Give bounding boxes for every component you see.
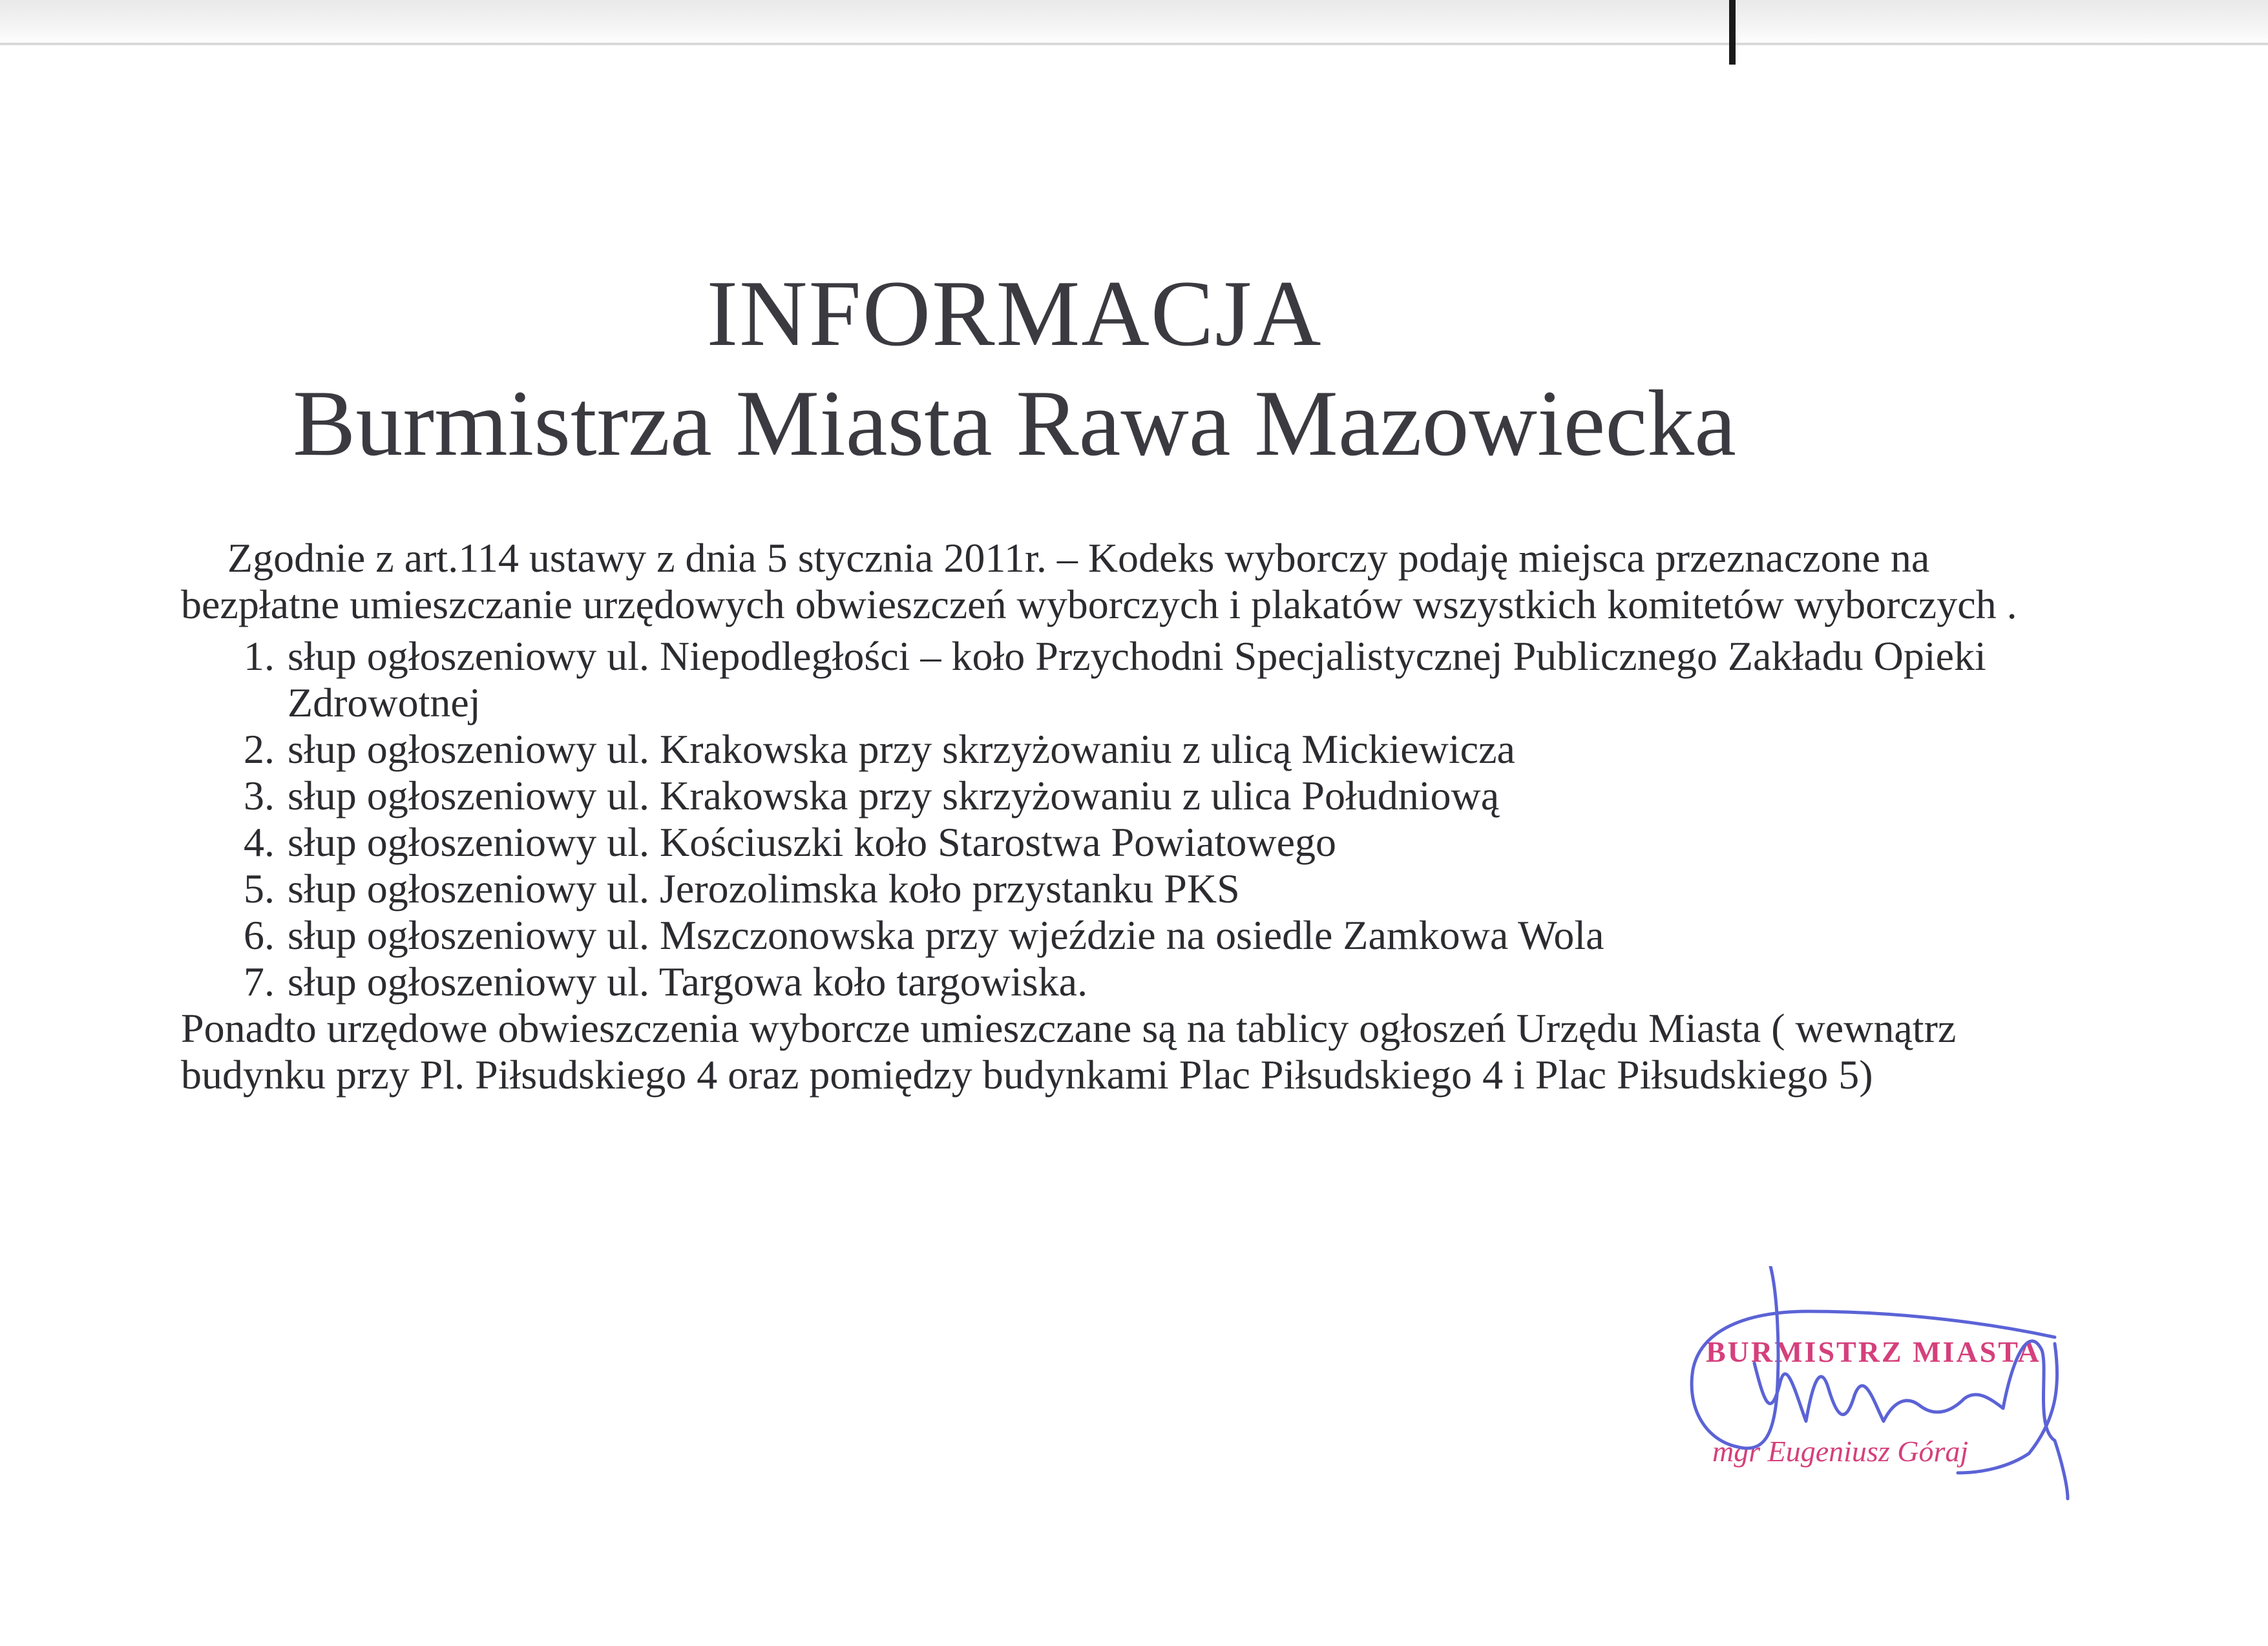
list-item: [181, 633, 2068, 726]
list-item-number: 6.: [244, 912, 275, 958]
document-body: [181, 535, 2068, 1098]
list-item: [181, 959, 2068, 1005]
list-item-number: 4.: [244, 819, 275, 865]
scan-edge: [0, 0, 2268, 47]
document-subtitle: Burmistrza Miasta Rawa Mazowiecka: [293, 371, 1736, 475]
stamp-title: BURMISTRZ MIASTA: [1706, 1335, 2041, 1368]
document-header: [0, 258, 2268, 478]
list-item-text: słup ogłoszeniowy ul. Mszczonowska przy wjeździe na osiedle Zamkowa Wola: [288, 912, 1604, 958]
document-title: INFORMACJA: [706, 261, 1323, 366]
list-item: [181, 866, 2068, 912]
list-item-number: 5.: [244, 866, 275, 912]
list-item-number: 1.: [244, 633, 275, 679]
list-item-text: słup ogłoszeniowy ul. Krakowska przy skrzyżowaniu z ulica Południową: [288, 773, 1500, 818]
list-item: [181, 773, 2068, 819]
list-item-text: słup ogłoszeniowy ul. Targowa koło targowiska.: [288, 959, 1088, 1005]
stamp-name: mgr Eugeniusz Góraj: [1712, 1435, 1969, 1468]
list-item-text: słup ogłoszeniowy ul. Kościuszki koło Starostwa Powiatowego: [288, 819, 1336, 865]
footer-paragraph: Ponadto urzędowe obwieszczenia wyborcze umieszczane są na tablicy ogłoszeń Urzędu Miasta ( wewnątrz budynku przy Pl. Piłsudskiego 4 oraz pomiędzy budynkami Plac Piłsudskiego 4 i Plac Piłsudskiego 5): [181, 1005, 1957, 1098]
list-item-text: słup ogłoszeniowy ul. Jerozolimska koło przystanku PKS: [288, 866, 1240, 912]
list-item: [181, 819, 2068, 866]
stamp-and-signature: [1641, 1266, 2106, 1512]
list-item: [181, 912, 2068, 959]
list-item-number: 7.: [244, 959, 275, 1005]
scan-edge-line: [0, 43, 2268, 45]
list-item-text: słup ogłoszeniowy ul. Krakowska przy skrzyżowaniu z ulicą Mickiewicza: [288, 726, 1515, 772]
list-item-number: 3.: [244, 773, 275, 818]
signature-scribble: [1641, 1266, 2106, 1512]
binder-mark: [1729, 0, 1736, 65]
list-item-text: słup ogłoszeniowy ul. Niepodległości – koło Przychodni Specjalistycznej Publicznego Zakładu Opieki Zdrowotnej: [288, 633, 1986, 725]
list-item-number: 2.: [244, 726, 275, 772]
locations-list: [181, 633, 2068, 1005]
intro-paragraph: Zgodnie z art.114 ustawy z dnia 5 stycznia 2011r. – Kodeks wyborczy podaję miejsca przeznaczone na bezpłatne umieszczanie urzędowych obwieszczeń wyborczych i plakatów wszystkich komitetów wyborczych .: [181, 535, 2017, 627]
list-item: [181, 726, 2068, 773]
